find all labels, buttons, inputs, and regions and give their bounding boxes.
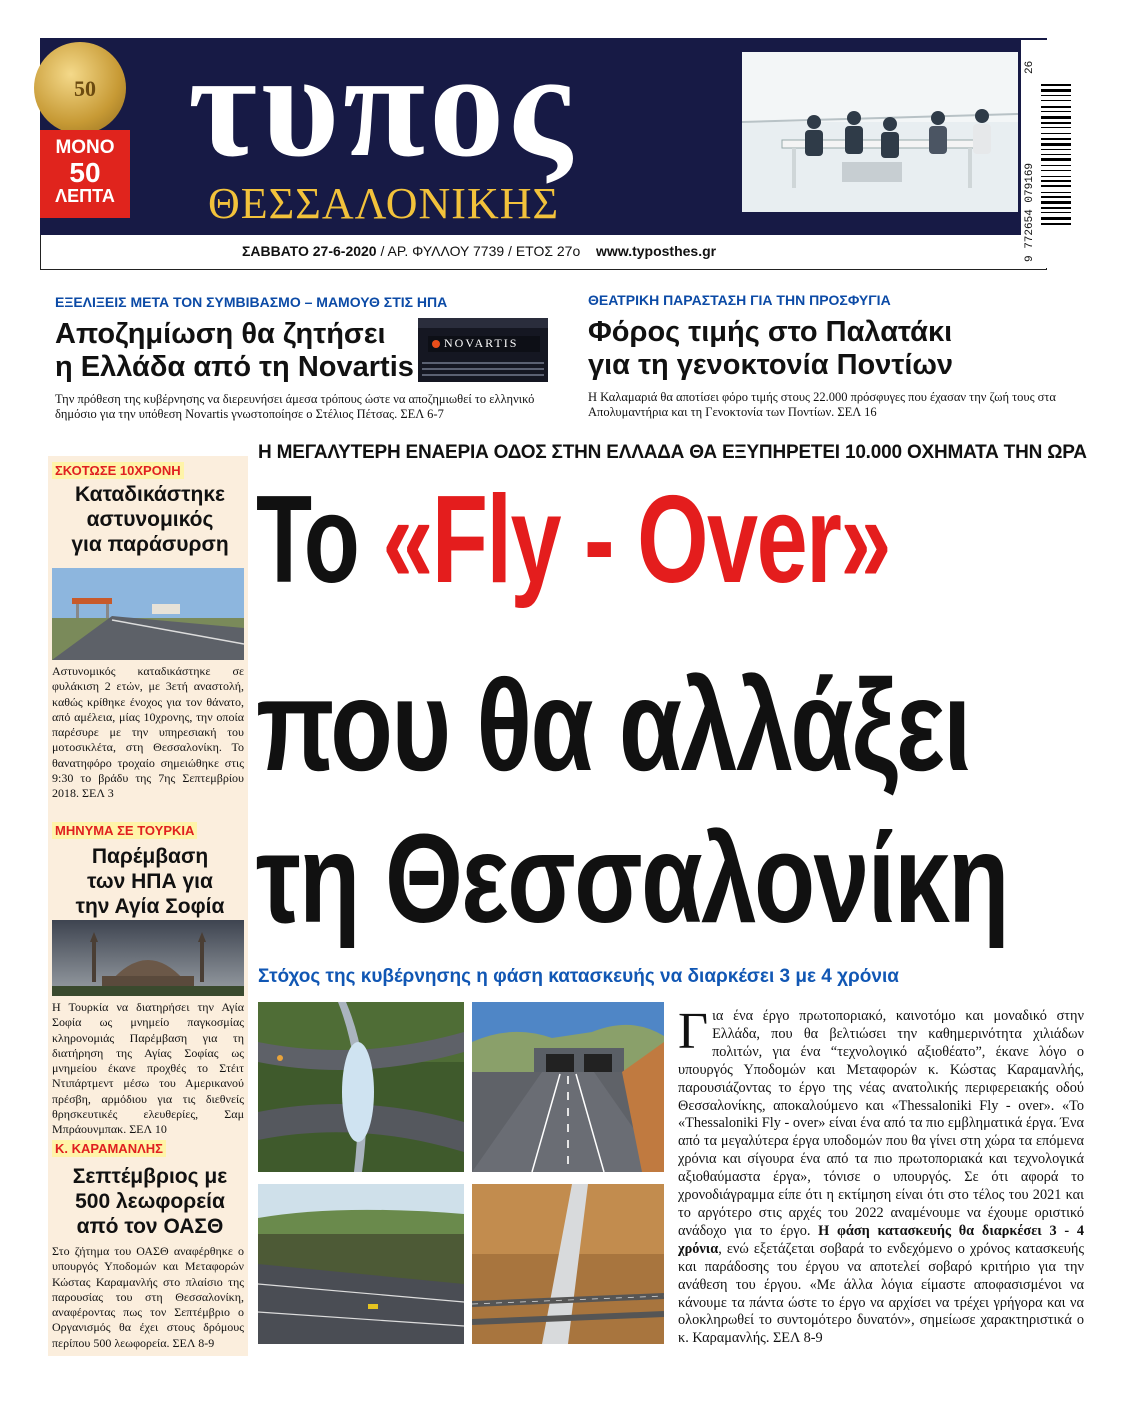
sidebar-title-oasth[interactable] <box>56 1164 244 1239</box>
render-photo-2 <box>472 1002 664 1172</box>
barcode-bar <box>1041 100 1071 101</box>
issue-separator: / <box>508 243 516 259</box>
hagia-sophia-photo <box>52 920 244 996</box>
barcode-bar <box>1041 154 1071 155</box>
story-summary: Η Καλαμαριά θα αποτίσει φόρο τιμής στους 22.000 πρόσφυγες που έχασαν την ζωή τους στα Απολυμαντήρια και τη Γενοκτονία των Ποντίων. ΣΕΛ 16 <box>588 390 1056 419</box>
sidebar-title-line: Καταδικάστηκε <box>74 483 226 506</box>
barcode-bar <box>1041 176 1071 177</box>
barcode-bar <box>1041 158 1071 161</box>
sidebar-kicker: ΜΗΝΥΜΑ ΣΕ ΤΟΥΡΚΙΑ <box>52 822 197 839</box>
sidebar-title-hagia-sophia[interactable] <box>56 844 244 919</box>
sidebar-title-line: 500 λεωφορεία <box>75 1190 225 1213</box>
barcode-bar <box>1041 201 1071 204</box>
issue-sheet: ΑΡ. ΦΥΛΛΟΥ 7739 <box>387 243 505 259</box>
issue-separator: / <box>380 243 388 259</box>
headline-line2[interactable]: που θα αλλάξει <box>256 652 971 798</box>
story-title-palataki[interactable] <box>588 316 953 382</box>
barcode-bar <box>1041 89 1071 92</box>
barcode-bar <box>1041 111 1071 112</box>
novartis-sign: NOVARTIS <box>444 336 519 350</box>
newspaper-city: ΘΕΣΣΑΛΟΝΙΚΗΣ <box>208 179 560 228</box>
price-badge-line2: 50 <box>69 156 101 188</box>
headline-line1[interactable] <box>256 471 890 609</box>
main-subhead: Στόχος της κυβέρνησης η φάση κατασκευής να διαρκέσει 3 με 4 χρόνια <box>258 966 899 987</box>
barcode-bar <box>1041 212 1071 213</box>
sidebar-title-line: Σεπτέμβριος με <box>72 1165 228 1188</box>
sidebar-text: Στο ζήτημα του ΟΑΣΘ αναφέρθηκε ο υπουργός Υποδομών και Μεταφορών Κώστας Καραμανλής στο πλαίσιο της παρουσίας του στη Θεσσαλονίκη, αναφέροντας πως τον Σεπτέμβριο ο Οργανισμός θα έχει στους δρόμους περίπου 500 λεωφορεία. ΣΕΛ 8-9 <box>52 1244 244 1350</box>
barcode-bar <box>1041 192 1071 193</box>
headline-fly-over: «Fly - Over» <box>382 471 890 609</box>
barcode-issue-code: 26 <box>1024 60 1036 74</box>
sidebar-title-police[interactable] <box>56 482 244 557</box>
sidebar-title-line: αστυνομικός <box>86 508 214 531</box>
newspaper-logo[interactable]: τυπος <box>188 22 576 188</box>
main-kicker: Η ΜΕΓΑΛΥΤΕΡΗ ΕΝΑΕΡΙΑ ΟΔΟΣ ΣΤΗΝ ΕΛΛΑΔΑ ΘΑ ΕΞΥΠΗΡΕΤΕΙ 10.000 ΟΧΗΜΑΤΑ ΤΗΝ ΩΡΑ <box>258 442 1087 463</box>
sidebar-kicker: ΣΚΟΤΩΣΕ 10ΧΡΟΝΗ <box>52 462 184 479</box>
story-title-line: η Ελλάδα από τη Novartis <box>55 351 414 383</box>
main-body-bold: Η φάση κατασκευής θα διαρκέσει 3 - 4 χρόνια <box>678 1222 1084 1257</box>
website-link[interactable]: www.typosthes.gr <box>596 243 717 259</box>
barcode-bar <box>1041 106 1071 108</box>
price-badge-line3: ΛΕΠΤΑ <box>55 186 115 207</box>
price-badge-line1: ΜΟΝΟ <box>55 137 115 158</box>
story-title-line: για τη γενοκτονία Ποντίων <box>588 349 954 381</box>
barcode-bar <box>1041 84 1071 86</box>
barcode-bar <box>1041 143 1071 146</box>
story-title-novartis[interactable] <box>55 318 414 384</box>
issue-year: ΕΤΟΣ 27ο <box>515 243 581 259</box>
highway-photo <box>52 568 244 660</box>
coin-value: 50 <box>74 76 96 101</box>
sidebar-title-line: Παρέμβαση <box>91 845 209 868</box>
barcode-bar <box>1041 170 1071 171</box>
main-dropcap: Γ <box>678 1003 709 1060</box>
barcode-bar <box>1041 223 1071 225</box>
main-body <box>678 1003 1084 1348</box>
sidebar-kicker: Κ. ΚΑΡΑΜΑΝΛΗΣ <box>52 1140 166 1157</box>
barcode-bar <box>1041 122 1071 124</box>
barcode-bar <box>1041 149 1071 150</box>
barcode-bar <box>1041 165 1071 166</box>
barcode-bar <box>1041 207 1071 209</box>
barcode-bar <box>1041 217 1071 220</box>
story-title-line: Φόρος τιμής στο Παλατάκι <box>588 316 953 348</box>
barcode-digits <box>1024 222 1036 262</box>
barcode-bar <box>1041 196 1071 198</box>
story-kicker: ΘΕΑΤΡΙΚΗ ΠΑΡΑΣΤΑΣΗ ΓΙΑ ΤΗΝ ΠΡΟΣΦΥΓΙΑ <box>588 292 891 308</box>
main-body-part1: ια ένα έργο πρωτοποριακό, καινοτόμο και μοναδικό στην Ελλάδα, που θα βελτιώσει την καθημερινότητα χιλιάδων πολιτών, για ένα “τεχνολογικό αξιοθέατο”, έκανε λόγο ο υπουργός Υποδομών και Μεταφορών κ. Κώστας Καραμανλής, παρουσιάζοντας το έργο της νέας ανατολικής περιφερειακής οδού Θεσσαλονίκης, αποκαλούμενο και «Thessaloniki Fly - over». «Το «Thessaloniki Fly - over» είναι ένα από τα πιο εμβληματικά έργα. Ένα από τα μεγαλύτερα έργα υποδομών που θα γίνει στη χώρα τα επόμενα χρόνια και σίγουρα ένα από τα πιο πρωτοποριακά και τεχνολογικά αξιοθαύμαστα έργα», τόνισε ο υπουργός. Σε ότι αφορά το χρονοδιάγραμμα είπε ότι η εκτίμηση είναι ότι στο τέλος του 2021 και το αργότερο στις αρχές του 2022 αναμένουμε να έχουμε οριστικό ανάδοχο για το έργο. <box>678 1008 1084 1239</box>
story-title-line: Αποζημίωση θα ζητήσει <box>55 318 386 350</box>
barcode-bar <box>1041 185 1071 187</box>
sidebar-title-line: για παράσυρση <box>71 533 229 556</box>
barcode-bar <box>1041 133 1071 134</box>
headline-line3[interactable]: τη Θεσσαλονίκη <box>256 808 1008 949</box>
barcode-bar <box>1041 116 1071 119</box>
render-photo-3 <box>258 1184 464 1344</box>
sidebar-text: Αστυνομικός καταδικάστηκε σε φυλάκιση 2 ετών, με 3ετή αναστολή, καθώς κρίθηκε ένοχος για τον θάνατο, από αμέλεια, μίας 10χρονης, την οποία παρέσυρε με την υπηρεσιακή του μοτοσικλέτα, στη Θεσσαλονίκη. Το θανατηφόρο τροχαίο σημειώθηκε στις 9:30 το βράδυ της 7ης Σεπτεμβρίου 2018. ΣΕΛ 3 <box>52 664 244 801</box>
sidebar-title-line: των ΗΠΑ για <box>87 870 213 893</box>
masthead-photo <box>742 52 1018 212</box>
render-photo-1 <box>258 1002 464 1172</box>
barcode-bar <box>1041 95 1071 96</box>
main-body-part2: , ενώ εξετάζεται σοβαρά το ενδεχόμενο ο χρόνος κατασκευής και παράδοσης του έργου να αποτελεί σοβαρό κριτήριο για την ανάθεση του έργου. «Με άλλα λόγια είμαστε αποφασισμένοι να κάνουμε τα πάντα ώστε το έργο να αρχίσει να τρέχει γρήγορα και να ολοκληρωθεί το συντομότερο δυνατόν», σημείωσε χαρακτηριστικά ο κ. Καραμανλής. ΣΕΛ 8-9 <box>678 1240 1084 1347</box>
story-kicker: ΕΞΕΛΙΞΕΙΣ ΜΕΤΑ ΤΟΝ ΣΥΜΒΙΒΑΣΜΟ – ΜΑΜΟΥΘ ΣΤΙΣ ΗΠΑ <box>55 294 448 310</box>
render-photo-4 <box>472 1184 664 1344</box>
novartis-photo <box>418 318 548 382</box>
sidebar-title-line: την Αγία Σοφία <box>75 895 225 918</box>
sidebar-title-line: από τον ΟΑΣΘ <box>76 1215 224 1238</box>
barcode-bar <box>1041 127 1071 128</box>
issue-line <box>242 243 716 259</box>
issue-date: ΣΑΒΒΑΤΟ 27-6-2020 <box>242 243 377 259</box>
price-badge <box>40 130 130 218</box>
barcode-bar <box>1041 180 1071 182</box>
barcode-bar <box>1041 138 1071 140</box>
sidebar-text: Η Τουρκία να διατηρήσει την Αγία Σοφία ως μνημείο παγκοσμίας κληρονομιάς Παρέμβαση για τη διατήρηση της Αγίας Σοφίας ως μνημείου έκανε προχθές το Στέιτ Ντιπάρτμεντ μέσω του Αμερικανού πρέσβη, αρμόδιου για τις διεθνείς θρησκευτικές ελευθερίες, Σαμ Μπράουνμπακ. ΣΕΛ 10 <box>52 1000 244 1137</box>
headline-pre: Το <box>256 471 383 609</box>
story-summary: Την πρόθεση της κυβέρνησης να διερευνήσει άμεσα τρόπους ώστε να αποζημιωθεί το ελληνικό δημόσιο για την υπόθεση Novartis γνωστοποίησε ο Στέλιος Πέτσας. ΣΕΛ 6-7 <box>55 392 535 421</box>
